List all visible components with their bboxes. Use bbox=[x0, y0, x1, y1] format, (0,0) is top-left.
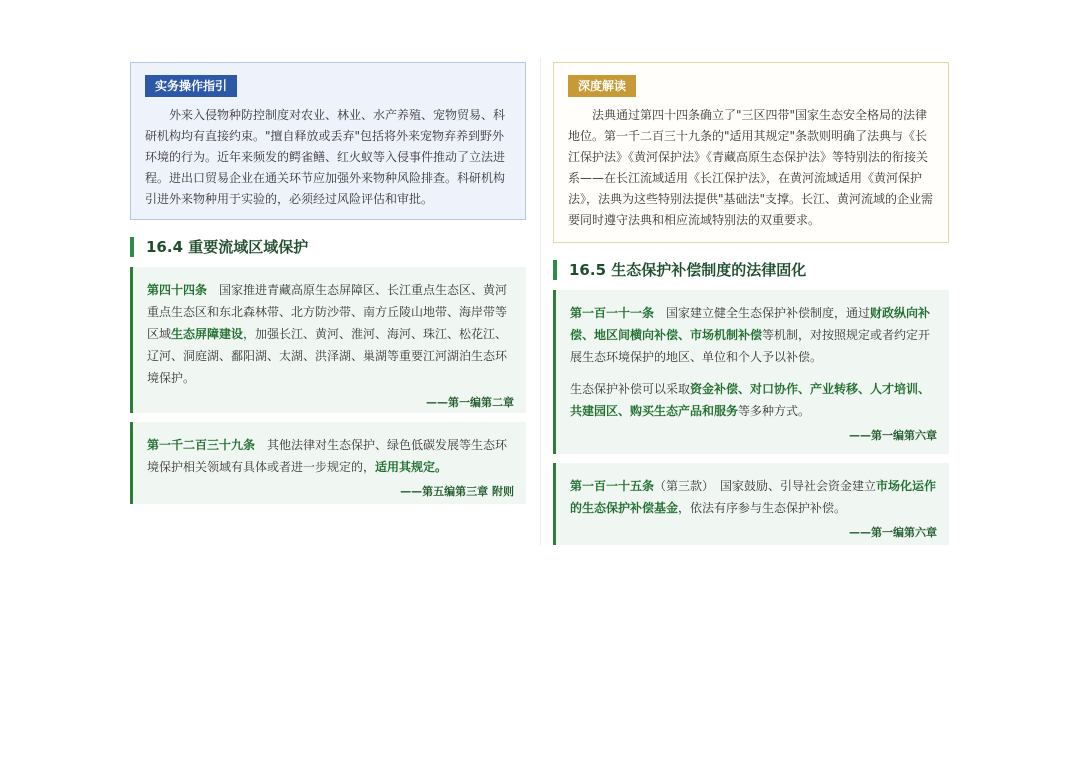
article-115-text bbox=[570, 475, 937, 519]
article-111-label: 第一百一十一条 bbox=[570, 306, 655, 320]
article-111-highlight-a: 财政纵向补偿、地区间横向补偿、市场机制补偿 bbox=[570, 306, 931, 342]
article-111-source: ——第一编第六章 bbox=[849, 429, 937, 442]
article-111-highlight-b: 资金补偿、对口协作、产业转移、人才培训、共建园区、购买生态产品和服务 bbox=[570, 382, 931, 418]
section-16-5-title: 16.5 生态保护补偿制度的法律固化 bbox=[553, 260, 949, 280]
article-1239-label: 第一千二百三十九条 bbox=[147, 438, 256, 452]
article-115-text-a: 国家鼓励、引导社会资金建立 bbox=[708, 479, 877, 493]
insight-box bbox=[553, 62, 949, 243]
article-1239-highlight: 适用其规定。 bbox=[375, 460, 448, 474]
article-44-text bbox=[147, 279, 514, 389]
article-111-text bbox=[570, 302, 937, 368]
article-115-label: 第一百一十五条 bbox=[570, 479, 655, 493]
article-44-highlight: 生态屏障建设 bbox=[171, 327, 244, 341]
article-115-text-b: ，依法有序参与生态保护补偿。 bbox=[678, 501, 847, 515]
section-16-4-title: 16.4 重要流域区域保护 bbox=[130, 237, 526, 257]
article-44-label: 第四十四条 bbox=[147, 283, 208, 297]
article-1239-card bbox=[130, 422, 526, 504]
article-111-card bbox=[553, 290, 949, 454]
article-44-card bbox=[130, 267, 526, 413]
article-44-text-a: 国家推进青藏高原生态屏障区、长江重点生态区、黄河重点生态区和东北森林带、北方防沙带、南方丘陵山地带、海岸带等区域 bbox=[147, 283, 508, 341]
left-column bbox=[130, 62, 526, 504]
insight-text: 法典通过第四十四条确立了"三区四带"国家生态安全格局的法律地位。第一千二百三十九条的"适用其规定"条款则明确了法典与《长江保护法》《黄河保护法》《青藏高原生态保护法》等特别法的衔接关系——在长江流域适用《长江保护法》，在黄河流域适用《黄河保护法》，法典为这些特别法提供"基础法"支撑。长江、黄河流域的企业需要同时遵守法典和相应流域特别法的双重要求。 bbox=[568, 108, 934, 227]
article-111-text-c: 生态保护补偿可以采取 bbox=[570, 382, 691, 396]
article-115-highlight: 市场化运作的生态保护补偿基金 bbox=[570, 479, 937, 515]
right-column bbox=[553, 62, 949, 545]
article-1239-text bbox=[147, 434, 514, 478]
article-1239-source: ——第五编第三章 附则 bbox=[400, 485, 514, 498]
article-111-text-a: 国家建立健全生态保护补偿制度，通过 bbox=[654, 306, 871, 320]
article-44-text-b: ，加强长江、黄河、淮河、海河、珠江、松花江、辽河、洞庭湖、鄱阳湖、太湖、洪泽湖、巢湖等重要江河湖泊生态环境保护。 bbox=[147, 327, 508, 385]
article-1239-text-a: 其他法律对生态保护、绿色低碳发展等生态环境保护相关领域有具体或者进一步规定的， bbox=[147, 438, 508, 474]
column-divider bbox=[540, 58, 541, 546]
article-111-text-d: 等多种方式。 bbox=[738, 404, 811, 418]
article-44-source: ——第一编第二章 bbox=[426, 396, 514, 409]
insight-badge: 深度解读 bbox=[568, 75, 636, 97]
practice-guide-badge: 实务操作指引 bbox=[145, 75, 237, 97]
practice-guide-box bbox=[130, 62, 526, 220]
article-115-card bbox=[553, 463, 949, 545]
article-115-note: （第三款） bbox=[654, 479, 709, 493]
article-111-text-2 bbox=[570, 378, 937, 422]
article-111-text-b: 等机制，对按照规定或者约定开展生态环境保护的地区、单位和个人予以补偿。 bbox=[570, 328, 931, 364]
practice-guide-text: 外来入侵物种防控制度对农业、林业、水产养殖、宠物贸易、科研机构均有直接约束。"擅自释放或丢弃"包括将外来宠物弃养到野外环境的行为。近年来频发的鳄雀鳝、红火蚁等入侵事件推动了立法进程。进出口贸易企业在通关环节应加强外来物种风险排查。科研机构引进外来物种用于实验的，必须经过风险评估和审批。 bbox=[145, 108, 506, 206]
article-115-source: ——第一编第六章 bbox=[849, 526, 937, 539]
